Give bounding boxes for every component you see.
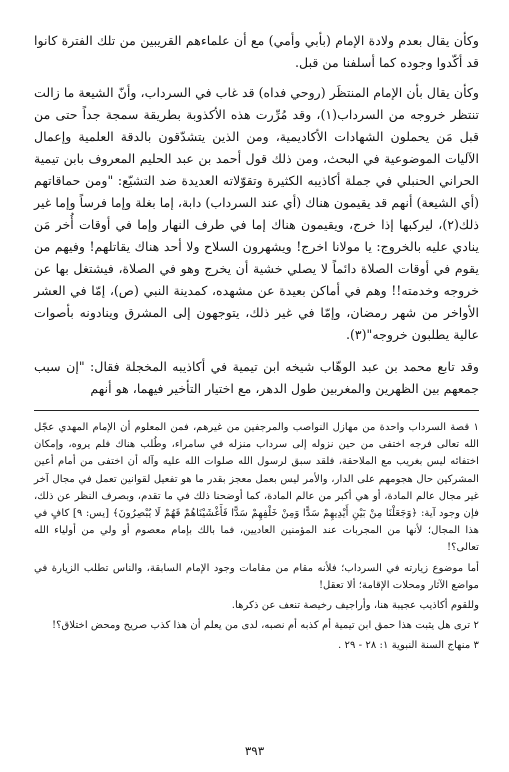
footnote-1-continued: أما موضوع زيارته في السرداب؛ فلأنه مقام من مقامات وجود الإمام السابقة، والناس تطلب الزيارة في مواضع الآثار ومحلات الإقامة؛ ألا تعقل!	[34, 562, 479, 591]
footnote-separator	[34, 410, 479, 411]
footnote-2: ٢ ترى هل يثبت هذا حمق ابن تيمية أم كذبه أم نصبه، لدى من يعلم أن هذا كذب صريح ومحض اختلاق؟!	[51, 620, 479, 632]
footnote-3: ٣ منهاج السنة النبوية ١: ٢٨ - ٢٩ .	[337, 640, 479, 652]
footnote-1: ١ قصة السرداب واحدة من مهازل النواصب والمرجفين من غيرهم، فمن المعلوم أن الإمام المهدي عجّل الله تعالى فرجه اختفى من حين نزوله إلى سرداب منزله في سامراء، وطُلب هناك فلم يروه، وإمكان اختفائه ليس بغريب مع الملاحقة، فلقد سبق لرسول الله صلوات الله عليه وآله أن اختفى من أمام أعين المشركين حال هجومهم على الدار، والأمر ليس بعمل معجز بقدر ما هو تفعيل لقوانين تعمل في مجال آخر غير مجال عالم المادة، أو هي أكبر من عالم المادة، كما أوضحنا ذلك في ما تقدم، وبصرف النظر عن ذلك، فإن وجود آية: ﴿وَجَعَلْنَا مِنْ بَيْنِ أَيْدِيهِمْ سَدًّا وَمِنْ خَلْفِهِمْ سَدًّا فَأَغْشَيْنَاهُمْ فَهُمْ لَا يُبْصِرُونَ﴾ [يس: ٩] كافٍ في هذا المجال؛ لأنها من المجربات عند المؤمنين العاديين، فما بالك بإمام معصوم أو ولي من أولياء الله تعالى؟!	[34, 422, 479, 554]
paragraph-birth-denial: وكأن يقال بعدم ولادة الإمام (بأبي وأمي) مع أن علماءهم القريبين من تلك الفترة كانوا قد أكّدوا وجوده كما أسلفنا من قبل.	[34, 33, 479, 70]
paragraph-wahhab-quote: وقد تابع محمد بن عبد الوهّاب شيخه ابن تيمية في أكاذيبه المخجلة فقال: "إن سبب جمعهم بين الظهرين والمغربين طول الدهر، مع اختيار التأخير فيهما، هو أنهم	[34, 359, 479, 396]
paragraph-sardab-claim: وكأن يقال بأن الإمام المنتظَر (روحي فداه) قد غاب في السرداب، وأنّ الشيعة ما زالت تنتظر خروجه من السرداب(١)، وقد مُرِّرت هذه الأكذوبة بطريقة سمجة جداً حتى من قبل مَن يحملون الشهادات الأكاديمية، ومن الذين يتشدّقون بالدقة العلمية وإعمال الآليات الموضوعية في البحث، ومن ذلك قول أحمد بن عبد الحليم المعروف بابن تيمية الحراني الحنبلي في جملة أكاذيبه الكثيرة وتقوّلاته العديدة ضد التشيّع: "ومن حماقاتهم (أي الشيعة) أنهم قد يقيمون هناك (أي عند السرداب) دابة، إما بغلة وإما فرساً وإما غير ذلك(٢)، ليركبها إذا خرج، ويقيمون هناك إما في طرف النهار وإما في أوقات أُخر مَن ينادي عليه بالخروج: يا مولانا اخرج! ويشهرون السلاح ولا أحد هناك يقاتلهم! وفيهم من يقوم في أوقات الصلاة دائماً لا يصلي خشية أن يخرج وهو في الصلاة، فيشتغل بها عن خروجه وخدمته!! وهم في أماكن بعيدة عن مشهده، كمدينة النبي (ص)، إمّا في العشر الأواخر من شهر رمضان، وإمّا في غير ذلك، يتوجهون إلى المشرق وينادونه بأصوات عالية يطلبون خروجه"(٣).	[34, 85, 480, 342]
page-number: ٣٩٣	[244, 744, 265, 758]
footnote-1-closing: وللقوم أكاذيب عجيبة هنا، وأراجيف رخيصة تنعف عن ذكرها.	[231, 600, 479, 612]
